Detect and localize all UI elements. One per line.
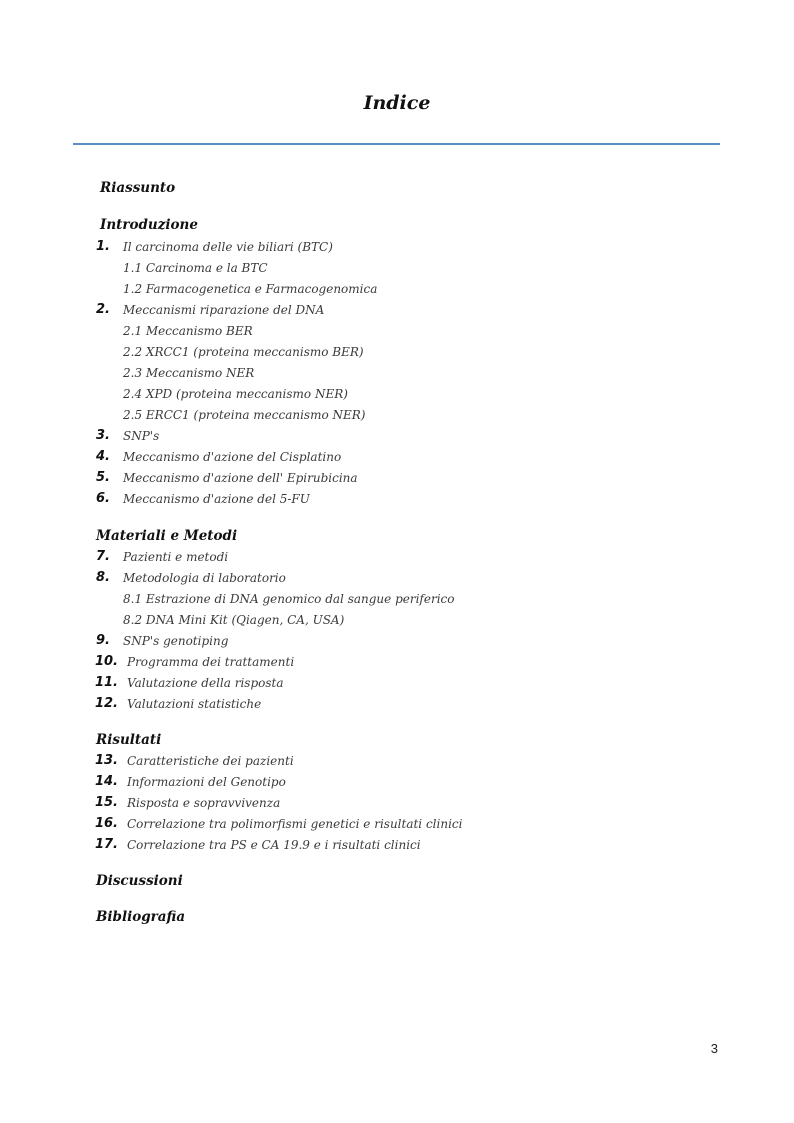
toc-entry-label: Valutazioni statistiche bbox=[127, 697, 262, 711]
section-materiali-metodi[interactable]: Materiali e Metodi bbox=[96, 528, 238, 544]
toc-entry-label: SNP's genotiping bbox=[123, 634, 229, 648]
toc-entry-number: 16. bbox=[94, 816, 118, 831]
toc-subentry-label: 2.3 Meccanismo NER bbox=[123, 366, 255, 380]
toc-entry-number: 9. bbox=[96, 633, 110, 648]
toc-subentry-label: 8.1 Estrazione di DNA genomico dal sangue periferico bbox=[123, 592, 455, 606]
toc-entry-label: Metodologia di laboratorio bbox=[123, 571, 286, 585]
toc-entry-label: SNP's bbox=[123, 429, 160, 443]
toc-subentry-label: 2.5 ERCC1 (proteina meccanismo NER) bbox=[123, 408, 366, 422]
toc-entry-label: Valutazione della risposta bbox=[127, 676, 284, 690]
toc-subentry-label: 2.2 XRCC1 (proteina meccanismo BER) bbox=[123, 345, 364, 359]
toc-entry-number: 3. bbox=[96, 428, 110, 443]
toc-entry-number: 7. bbox=[96, 549, 110, 564]
toc-entry-number: 8. bbox=[96, 570, 110, 585]
page-number: 3 bbox=[710, 1041, 718, 1056]
toc-entry-number: 11. bbox=[94, 675, 118, 690]
section-discussioni[interactable]: Discussioni bbox=[96, 873, 183, 889]
toc-entry-label: Caratteristiche dei pazienti bbox=[127, 754, 294, 768]
toc-entry-label: Pazienti e metodi bbox=[123, 550, 229, 564]
toc-subentry-label: 8.2 DNA Mini Kit (Qiagen, CA, USA) bbox=[123, 613, 345, 627]
toc-entry-number: 6. bbox=[96, 491, 110, 506]
toc-subentry-label: 2.4 XPD (proteina meccanismo NER) bbox=[123, 387, 348, 401]
toc-entry-number: 12. bbox=[94, 696, 118, 711]
toc-entry-label: Correlazione tra PS e CA 19.9 e i risultati clinici bbox=[127, 838, 421, 852]
toc-entry-number: 17. bbox=[94, 837, 118, 852]
toc-entry-label: Programma dei trattamenti bbox=[127, 655, 295, 669]
toc-entry-label: Correlazione tra polimorfismi genetici e risultati clinici bbox=[127, 817, 463, 831]
toc-entry-number: 1. bbox=[96, 239, 110, 254]
section-risultati[interactable]: Risultati bbox=[96, 732, 162, 748]
toc-entry-label: Informazioni del Genotipo bbox=[127, 775, 286, 789]
toc-subentry-label: 1.1 Carcinoma e la BTC bbox=[123, 261, 268, 275]
toc-entry-number: 2. bbox=[96, 302, 110, 317]
section-bibliografia[interactable]: Bibliografia bbox=[96, 909, 186, 925]
toc-entry-number: 13. bbox=[94, 753, 118, 768]
page-title: Indice bbox=[363, 92, 431, 114]
toc-subentry-label: 2.1 Meccanismo BER bbox=[123, 324, 253, 338]
toc-entry-label: Meccanismo d'azione del Cisplatino bbox=[123, 450, 342, 464]
toc-entry-number: 4. bbox=[96, 449, 110, 464]
section-introduzione[interactable]: Introduzione bbox=[100, 217, 198, 233]
toc-entry-number: 15. bbox=[94, 795, 118, 810]
toc-entry-number: 5. bbox=[96, 470, 110, 485]
toc-entry-number: 10. bbox=[94, 654, 118, 669]
toc-subentry-label: 1.2 Farmacogenetica e Farmacogenomica bbox=[123, 282, 378, 296]
toc-entry-label: Meccanismo d'azione del 5-FU bbox=[123, 492, 310, 506]
toc-entry-label: Il carcinoma delle vie biliari (BTC) bbox=[123, 240, 333, 254]
toc-entry-label: Risposta e sopravvivenza bbox=[127, 796, 281, 810]
toc-entry-label: Meccanismi riparazione del DNA bbox=[123, 303, 325, 317]
section-riassunto[interactable]: Riassunto bbox=[100, 180, 176, 196]
toc-entry-label: Meccanismo d'azione dell' Epirubicina bbox=[123, 471, 358, 485]
toc-entry-number: 14. bbox=[94, 774, 118, 789]
